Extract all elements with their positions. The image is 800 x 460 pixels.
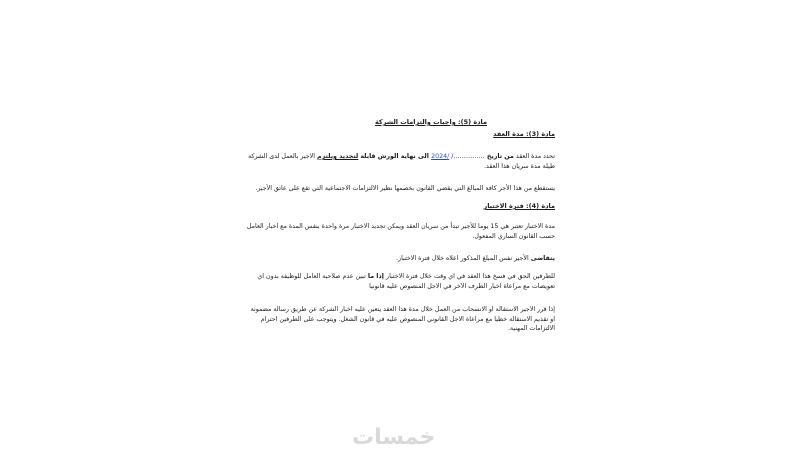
p1-f: لتجديد [339,153,359,160]
p4-bold: يتقاضى [530,255,555,262]
p1-e: الى نهاية الورش قابلة [360,153,432,160]
p4-text: الأجير نفس المبلغ المذكور اعلاه خلال فترة الاختبار. [396,255,531,262]
paragraph-deductions: يستقطع من هذا الأجر كافة المبالغ التي يقضي القانون بخصمها نظير الالتزامات الاجتماعية التي تقع على عاتق الأجير. [255,185,555,192]
heading-article-5: مادة (5): واجبات والتزامات الشركة [374,118,487,126]
p1-c: ……………/ [449,153,485,160]
p1-a: تحدد مدة العقد [515,153,555,160]
heading-article-4: مادة (4): فترة الاختبار [483,202,555,210]
p1-b: من تاريخ [486,153,514,160]
p5-a: للطرفين الحق في فسخ هذا العقد في اي وقت خلال فترة الاختبار [386,273,555,280]
p5-c: تبين عدم صلاحية العامل للوظيفة بدون اي تعويضات مع مراعاة اخبار الطرف الآخر في الاجل المنصوص عليه قانونيا [257,273,555,290]
paragraph-probation-pay [245,254,555,264]
paragraph-probation: مدة الاختبار تعتبر هي 15 يوما للأجير تبدأ من سريان العقد ويمكن تجديد الاختبار مرة واحدة بنفس المدة مع اخبار العامل حسب القانون الساري المفعول. [246,223,555,240]
watermark-logo: خمسات [352,425,436,450]
p5-b: إذا ما [367,273,387,280]
heading-article-3: مادة (3): مدة العقد [493,130,555,138]
p1-d: /2024 [431,153,450,160]
paragraph-resignation: إذا قرر الاجير الاستقالة او الانسحاب من العمل خلال مدة هذا العقد يتعين عليه اخبار الشركة عن طريق رسالة مضمونة او تقديم الاستقالة خطيا مع مراعاة الاجل القانوني المنصوص عليه في قانون الشغل. ويتوجب على الطرفين احترام الالتزامات المهنية. [250,306,555,332]
p1-h: الاجير بالعمل لدى الشركة طيلة مدة سريان هذا العقد. [248,153,555,170]
paragraph-termination [245,272,555,291]
paragraph-contract-duration [245,152,555,171]
p1-g: ويلتزم [317,153,340,160]
